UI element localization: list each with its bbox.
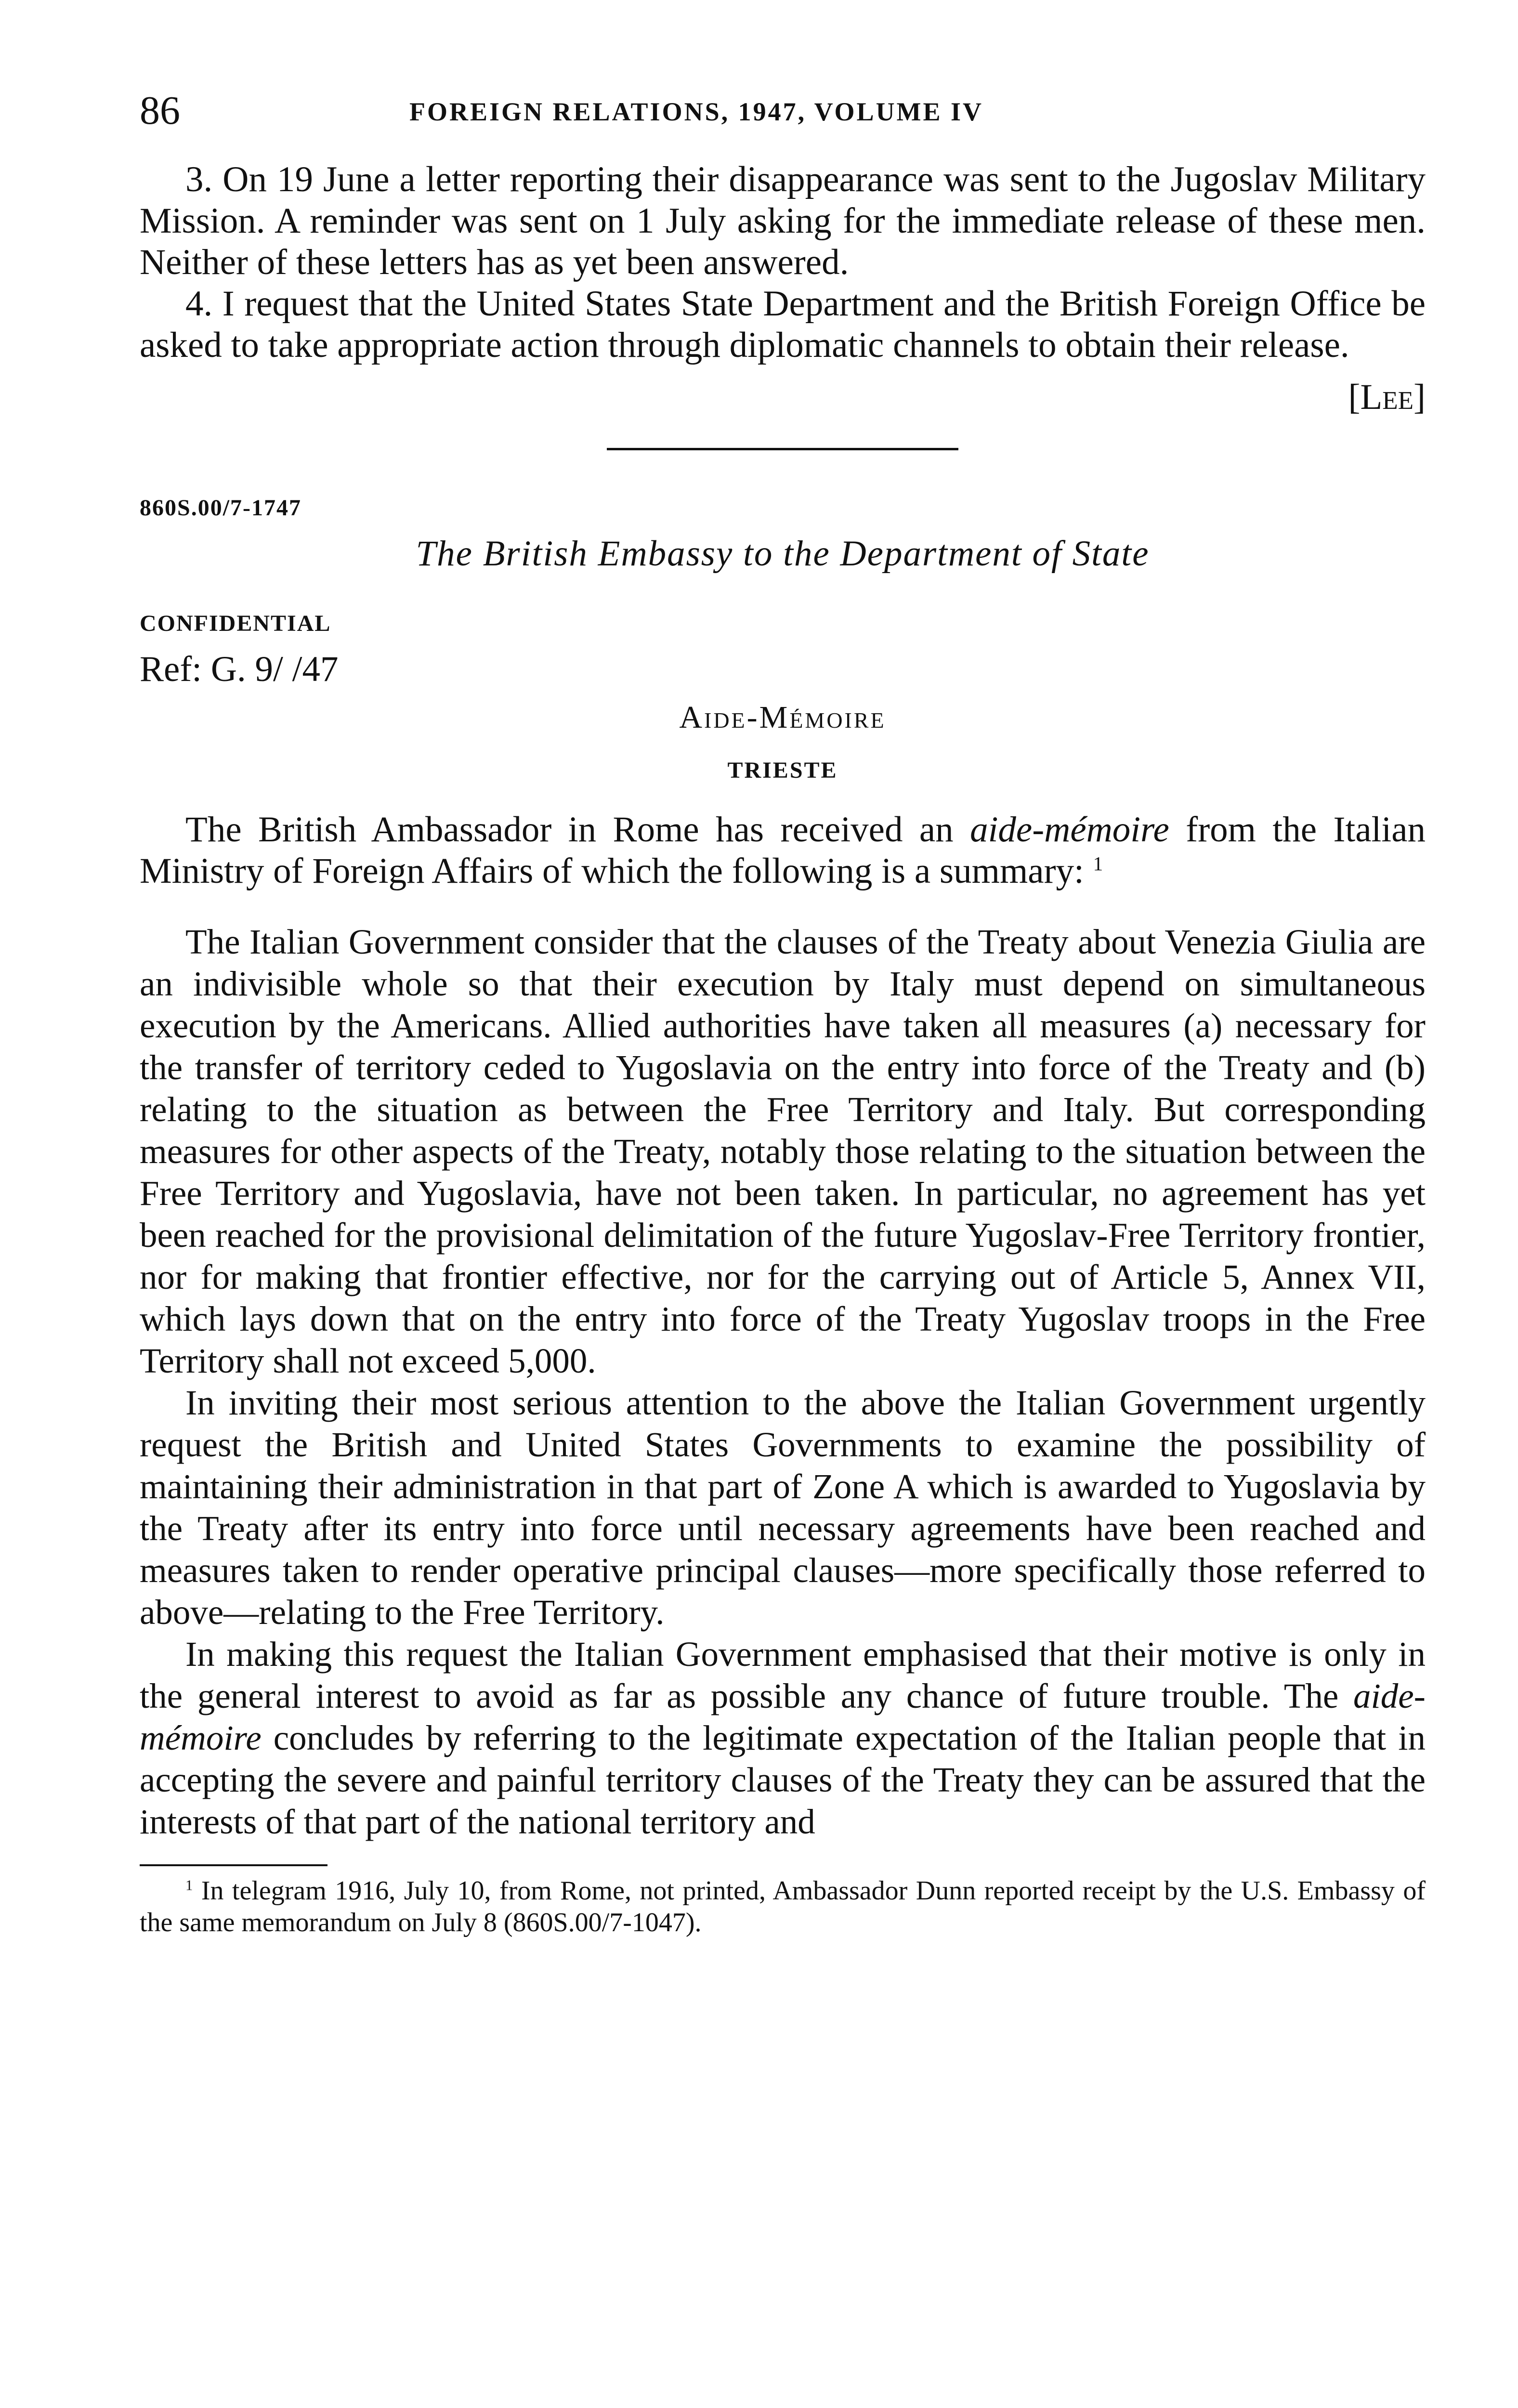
intro-text-after: from the Italian Ministry of Foreign Affairs of which the following is a summary:	[140, 810, 1426, 891]
intro-text-before: The British Ambassador in Rome has received an	[185, 810, 970, 850]
memo-subject: TRIESTE	[727, 758, 838, 783]
summary-paragraph-1: The Italian Government consider that the clauses of the Treaty about Venezia Giulia are an indivisible whole so that their execution by Italy must depend on simultaneous execution by the Americans. Allied authorities have taken all measures (a) necessary for the transfer of territory ceded to Yugoslavia on the entry into force of the Treaty and (b) relating to the situation as between the Free Territory and Italy. But corresponding measures for other aspects of the Treaty, notably those relating to the situation between the Free Territory and Yugoslavia, have not been taken. In particular, no agreement has yet been reached for the provisional delimitation of the future Yugoslav-Free Territory frontier, nor for making that frontier effective, nor for the carrying out of Article 5, Annex VII, which lays down that on the entry into force of the Treaty Yugoslav troops in the Free Territory shall not exceed 5,000.	[140, 922, 1426, 1380]
document-title: The British Embassy to the Department of State	[416, 534, 1150, 574]
classification-label: CONFIDENTIAL	[140, 611, 331, 636]
memo-heading: Aide-Mémoire	[679, 700, 886, 735]
footnote-reference-mark: 1	[1093, 852, 1103, 875]
summary-3-text-after: concludes by referring to the legitimate expectation of the Italian people that in accepting the severe and painful territory clauses of the Treaty they can be assured that the interests of that part of the national territory and	[140, 1718, 1426, 1841]
page-number: 86	[140, 88, 180, 133]
summary-paragraph-3	[140, 1633, 1426, 1843]
summary-3-text-before: In making this request the Italian Government emphasised that their motive is only in the general interest to avoid as far as possible any chance of future trouble. The	[140, 1635, 1426, 1715]
footnote-divider	[140, 1864, 327, 1866]
intro-paragraph	[140, 809, 1426, 892]
running-head	[140, 87, 1426, 149]
section-divider	[607, 448, 958, 450]
footnote-mark: 1	[185, 1877, 193, 1894]
letter-signature: [Lee]	[1348, 377, 1426, 417]
reference-number: Ref: G. 9/ /47	[140, 649, 339, 689]
summary-3-italic-term: aide-mémoire	[140, 1676, 1426, 1757]
file-number: 860S.00/7-1747	[140, 495, 302, 521]
letter-paragraph-3: 3. On 19 June a letter reporting their disappearance was sent to the Jugoslav Military Mission. A reminder was sent on 1 July asking for the immediate release of these men. Neither of these letters has as yet been answered.	[140, 159, 1426, 282]
intro-italic-term: aide-mémoire	[970, 810, 1169, 850]
document-page	[140, 87, 1426, 1938]
letter-paragraph-4: 4. I request that the United States State Department and the British Foreign Office be asked to take appropriate action through diplomatic channels to obtain their release.	[140, 284, 1426, 365]
summary-paragraph-2: In inviting their most serious attention to the above the Italian Government urgently request the British and United States Governments to examine the possibility of maintaining their administration in that part of Zone A which is awarded to Yugoslavia by the Treaty after its entry into force until necessary agreements have been reached and measures taken to render operative principal clauses—more specifically those referred to above—relating to the Free Territory.	[140, 1383, 1426, 1632]
footnote-text: In telegram 1916, July 10, from Rome, not printed, Ambassador Dunn reported receipt by the U.S. Embassy of the same memorandum on July 8 (860S.00/7-1047).	[140, 1876, 1426, 1937]
running-title: FOREIGN RELATIONS, 1947, VOLUME IV	[409, 97, 984, 126]
footnote	[140, 1875, 1426, 1938]
